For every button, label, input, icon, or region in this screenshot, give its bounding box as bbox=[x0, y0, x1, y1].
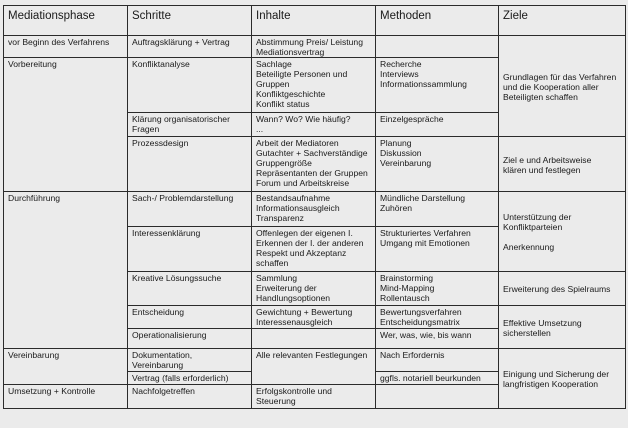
step-entscheidung: Entscheidung bbox=[128, 306, 252, 329]
method-entscheidung: Bewertungsverfahren Entscheidungsmatrix bbox=[376, 306, 499, 329]
header-methoden: Methoden bbox=[376, 6, 499, 36]
step-vertrag: Vertrag (falls erforderlich) bbox=[128, 372, 252, 385]
phase-umsetzung: Umsetzung + Kontrolle bbox=[4, 385, 128, 409]
goal-spielraum: Erweiterung des Spielraums bbox=[499, 272, 626, 306]
table-row bbox=[4, 192, 626, 227]
step-dokumentation: Dokumentation, Vereinbarung bbox=[128, 349, 252, 372]
content-nachfolge: Erfolgskontrolle und Steuerung bbox=[252, 385, 376, 409]
table-row bbox=[4, 36, 626, 58]
method-klaerung: Einzelgespräche bbox=[376, 113, 499, 137]
content-kreativ: Sammlung Erweiterung der Handlungsoptionen bbox=[252, 272, 376, 306]
method-auftrag bbox=[376, 36, 499, 58]
step-konfliktanalyse: Konfliktanalyse bbox=[128, 58, 252, 113]
table-row bbox=[4, 349, 626, 372]
goal-grundlagen: Grundlagen für das Verfahren und die Kooperation aller Beteiligten schaffen bbox=[499, 36, 626, 137]
phase-vorbereitung: Vorbereitung bbox=[4, 58, 128, 192]
header-schritte: Schritte bbox=[128, 6, 252, 36]
header-inhalte: Inhalte bbox=[252, 6, 376, 36]
goal-ziele-arbeitsweise: Ziel e und Arbeitsweise klären und festlegen bbox=[499, 137, 626, 192]
phase-vereinbarung: Vereinbarung bbox=[4, 349, 128, 385]
mediation-phases-table bbox=[3, 5, 626, 409]
content-konfliktanalyse: Sachlage Beteiligte Personen und Gruppen Konfliktgeschichte Konflikt status bbox=[252, 58, 376, 113]
method-kreativ: Brainstorming Mind-Mapping Rollentausch bbox=[376, 272, 499, 306]
step-klaerung: Klärung organisatorischer Fragen bbox=[128, 113, 252, 137]
phase-durchfuehrung: Durchführung bbox=[4, 192, 128, 349]
content-interessen: Offenlegen der eigenen I. Erkennen der I. der anderen Respekt und Akzeptanz schaffen bbox=[252, 227, 376, 272]
goal-umsetzung: Effektive Umsetzung sicherstellen bbox=[499, 306, 626, 349]
method-nachfolge bbox=[376, 385, 499, 409]
goal-unterstuetzung: Unterstützung der Konfliktparteien Anerkennung bbox=[499, 192, 626, 272]
step-prozessdesign: Prozessdesign bbox=[128, 137, 252, 192]
step-auftrag: Auftragsklärung + Vertrag bbox=[128, 36, 252, 58]
method-prozessdesign: Planung Diskussion Vereinbarung bbox=[376, 137, 499, 192]
method-interessen: Strukturiertes Verfahren Umgang mit Emotionen bbox=[376, 227, 499, 272]
header-ziele: Ziele bbox=[499, 6, 626, 36]
content-sachdarstellung: Bestandsaufnahme Informationsausgleich Transparenz bbox=[252, 192, 376, 227]
content-klaerung: Wann? Wo? Wie häufig? ... bbox=[252, 113, 376, 137]
content-vereinbarung: Alle relevanten Festlegungen bbox=[252, 349, 376, 385]
goal-sicherung: Einigung und Sicherung der langfristigen Kooperation bbox=[499, 349, 626, 409]
content-prozessdesign: Arbeit der Mediatoren Gutachter + Sachverständige Gruppengröße Repräsentanten der Gruppen Forum und Arbeitskreise bbox=[252, 137, 376, 192]
content-operationalisierung bbox=[252, 329, 376, 349]
header-row bbox=[4, 6, 626, 36]
method-konfliktanalyse: Recherche Interviews Informationssammlung bbox=[376, 58, 499, 113]
method-dokumentation: Nach Erfordernis bbox=[376, 349, 499, 372]
method-operationalisierung: Wer, was, wie, bis wann bbox=[376, 329, 499, 349]
method-sachdarstellung: Mündliche Darstellung Zuhören bbox=[376, 192, 499, 227]
step-operationalisierung: Operationalisierung bbox=[128, 329, 252, 349]
phase-vor-beginn: vor Beginn des Verfahrens bbox=[4, 36, 128, 58]
content-entscheidung: Gewichtung + Bewertung Interessenausgleich bbox=[252, 306, 376, 329]
header-mediationsphase: Mediationsphase bbox=[4, 6, 128, 36]
method-vertrag: ggfls. notariell beurkunden bbox=[376, 372, 499, 385]
step-sachdarstellung: Sach-/ Problemdarstellung bbox=[128, 192, 252, 227]
step-nachfolge: Nachfolgetreffen bbox=[128, 385, 252, 409]
content-auftrag: Abstimmung Preis/ Leistung Mediationsvertrag bbox=[252, 36, 376, 58]
step-interessen: Interessenklärung bbox=[128, 227, 252, 272]
step-kreativ: Kreative Lösungssuche bbox=[128, 272, 252, 306]
